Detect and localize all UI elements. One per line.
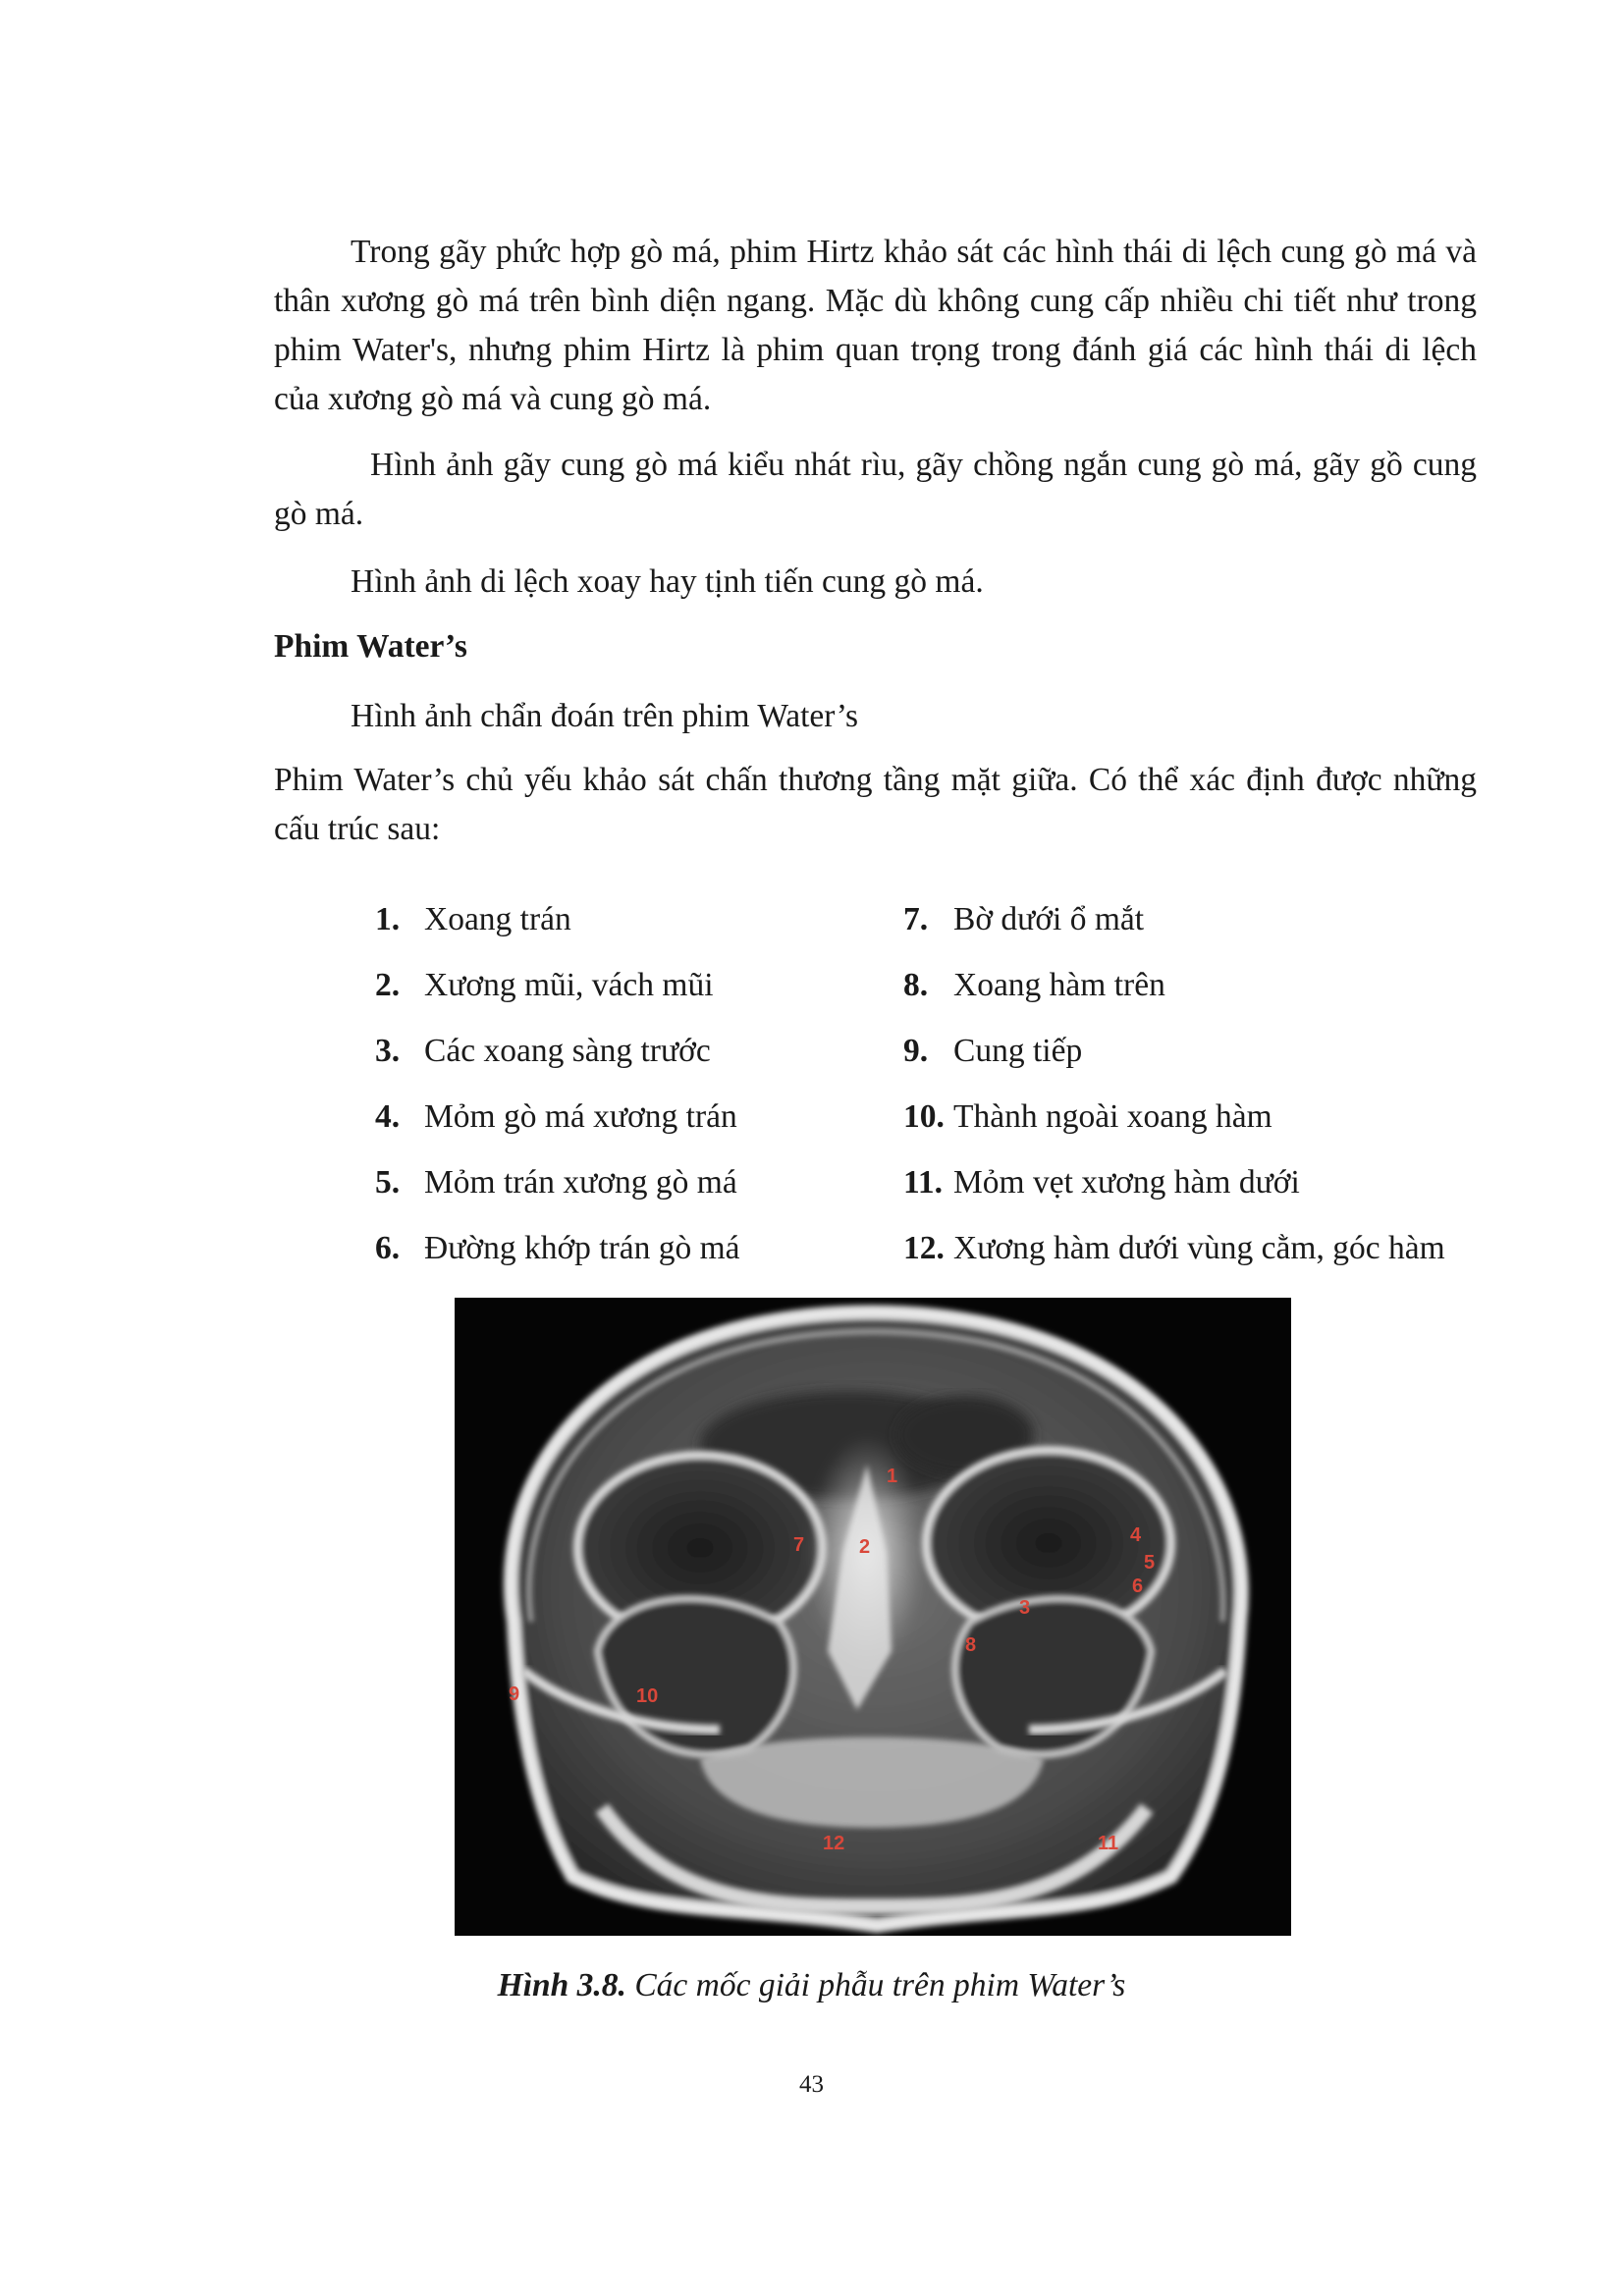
list-item (375, 886, 740, 952)
list-item (903, 1018, 1445, 1084)
list-item-text: Các xoang sàng trước (424, 1033, 711, 1069)
structure-list-left (375, 886, 740, 1281)
list-item-number: 1. (375, 901, 401, 937)
list-item-text: Xoang trán (424, 901, 571, 937)
list-item-number: 9. (903, 1033, 929, 1069)
list-item-number: 7. (903, 901, 929, 937)
list-item-number: 12. (903, 1230, 945, 1266)
figure-label: 5 (1144, 1552, 1156, 1574)
list-item-number: 2. (375, 967, 401, 1003)
figure-caption-text: Các mốc giải phẫu trên phim Water’s (634, 1967, 1126, 2003)
list-item-number: 8. (903, 967, 929, 1003)
figure-label: 4 (1130, 1524, 1142, 1546)
list-item-text: Xương hàm dưới vùng cằm, góc hàm (953, 1230, 1445, 1266)
list-item-text: Mỏm trán xương gò má (424, 1164, 737, 1201)
paragraph-displacement: Hình ảnh di lệch xoay hay tịnh tiến cung gò má. (351, 563, 984, 600)
list-item-text: Thành ngoài xoang hàm (953, 1098, 1272, 1135)
section-heading: Phim Water’s (274, 628, 467, 665)
list-item-number: 4. (375, 1098, 401, 1135)
list-item-number: 5. (375, 1164, 401, 1201)
list-item-number: 11. (903, 1164, 944, 1201)
figure-label: 9 (509, 1683, 520, 1705)
list-item (375, 952, 740, 1018)
figure-label: 12 (823, 1833, 845, 1854)
paragraph-waters-structures: Phim Water’s chủ yếu khảo sát chấn thương tầng mặt giữa. Có thể xác định được những cấu trúc sau: (274, 762, 1477, 847)
list-item-text: Đường khớp trán gò má (424, 1230, 740, 1266)
figure-caption (0, 1967, 1623, 2004)
figure-label: 3 (1019, 1597, 1031, 1619)
list-item (375, 1149, 740, 1215)
paragraph-zygomatic-arch-fracture: Hình ảnh gãy cung gò má kiểu nhát rìu, gãy chồng ngắn cung gò má, gãy gồ cung gò má. (274, 447, 1477, 532)
list-item (903, 1215, 1445, 1281)
paragraph-waters-diagnosis: Hình ảnh chẩn đoán trên phim Water’s (351, 698, 859, 734)
figure-label: 11 (1098, 1833, 1119, 1854)
figure-label: 6 (1132, 1575, 1144, 1597)
list-item (903, 886, 1445, 952)
list-item-number: 3. (375, 1033, 401, 1069)
list-item-number: 6. (375, 1230, 401, 1266)
paragraph-hirtz-intro: Trong gãy phức hợp gò má, phim Hirtz khảo sát các hình thái di lệch cung gò má và thân xương gò má trên bình diện ngang. Mặc dù không cung cấp nhiều chi tiết như trong phim Water's, nhưng phim Hirtz là phim quan trọng trong đánh giá các hình thái di lệch của xương gò má và cung gò má. (274, 234, 1477, 417)
figure-caption-number: Hình 3.8. (497, 1967, 626, 2003)
figure-label: 8 (965, 1634, 977, 1656)
structure-list-right (903, 886, 1445, 1281)
list-item-text: Bờ dưới ổ mắt (953, 901, 1145, 937)
list-item (375, 1018, 740, 1084)
list-item (903, 1084, 1445, 1149)
list-item (375, 1084, 740, 1149)
figure-label: 7 (793, 1534, 805, 1556)
list-item-number: 10. (903, 1098, 945, 1135)
figure-label: 10 (636, 1685, 659, 1707)
figure-label: 2 (859, 1536, 871, 1558)
waters-view-xray-image (455, 1298, 1291, 1936)
list-item (375, 1215, 740, 1281)
list-item-text: Xương mũi, vách mũi (424, 967, 714, 1003)
list-item-text: Mỏm gò má xương trán (424, 1098, 737, 1135)
figure-label: 1 (887, 1466, 898, 1487)
list-item-text: Mỏm vẹt xương hàm dưới (953, 1164, 1300, 1201)
list-item-text: Xoang hàm trên (953, 967, 1165, 1003)
page-number: 43 (799, 2071, 824, 2098)
list-item (903, 952, 1445, 1018)
list-item-text: Cung tiếp (953, 1033, 1083, 1069)
list-item (903, 1149, 1445, 1215)
